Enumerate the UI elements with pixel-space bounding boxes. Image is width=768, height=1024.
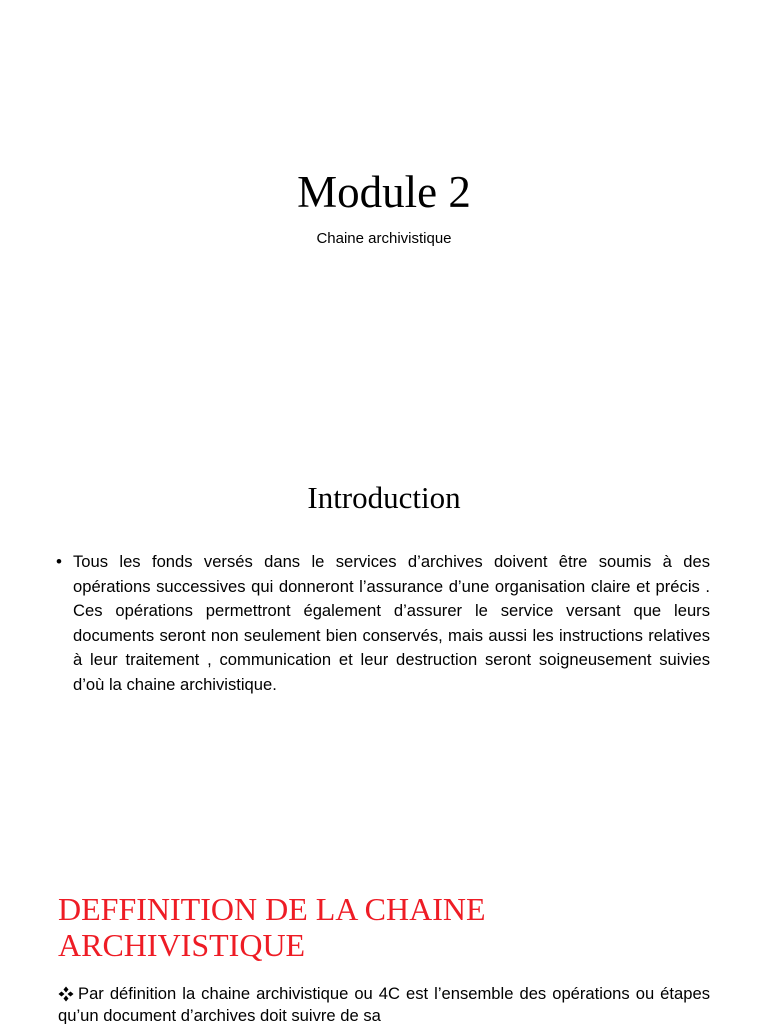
bullet-dot-icon: • [56,552,62,571]
introduction-heading: Introduction [307,480,461,515]
definition-paragraph: Par définition la chaine archivistique ou 4C est l’ensemble des opérations ou étapes qu’un document d’archives doit suivre de sa [58,984,710,1024]
slide-definition [0,855,768,1024]
four-diamond-bullet-icon [58,986,74,1002]
module-title: Module 2 [297,167,471,217]
slide-title [0,0,768,435]
module-subtitle: Chaine archivistique [316,230,452,247]
definition-bullet [58,983,710,1024]
definition-heading-line1: DEFFINITION DE LA CHAINE [58,891,486,927]
definition-heading [58,891,738,963]
introduction-paragraph: Tous les fonds versés dans le services d’archives doivent être soumis à des opérations successives qui donneront l’assurance d’une organisation claire et précis . Ces opérations permettront également d’assurer le service versant que leurs documents seront non seulement bien conservés, mais aussi les instructions relatives à leur traitement , communication et leur destruction seront soigneusement suivies d’où la chaine archivistique. [73,552,710,694]
introduction-bullet [56,550,710,697]
definition-heading-line2: ARCHIVISTIQUE [58,927,306,963]
slide-introduction [0,435,768,855]
